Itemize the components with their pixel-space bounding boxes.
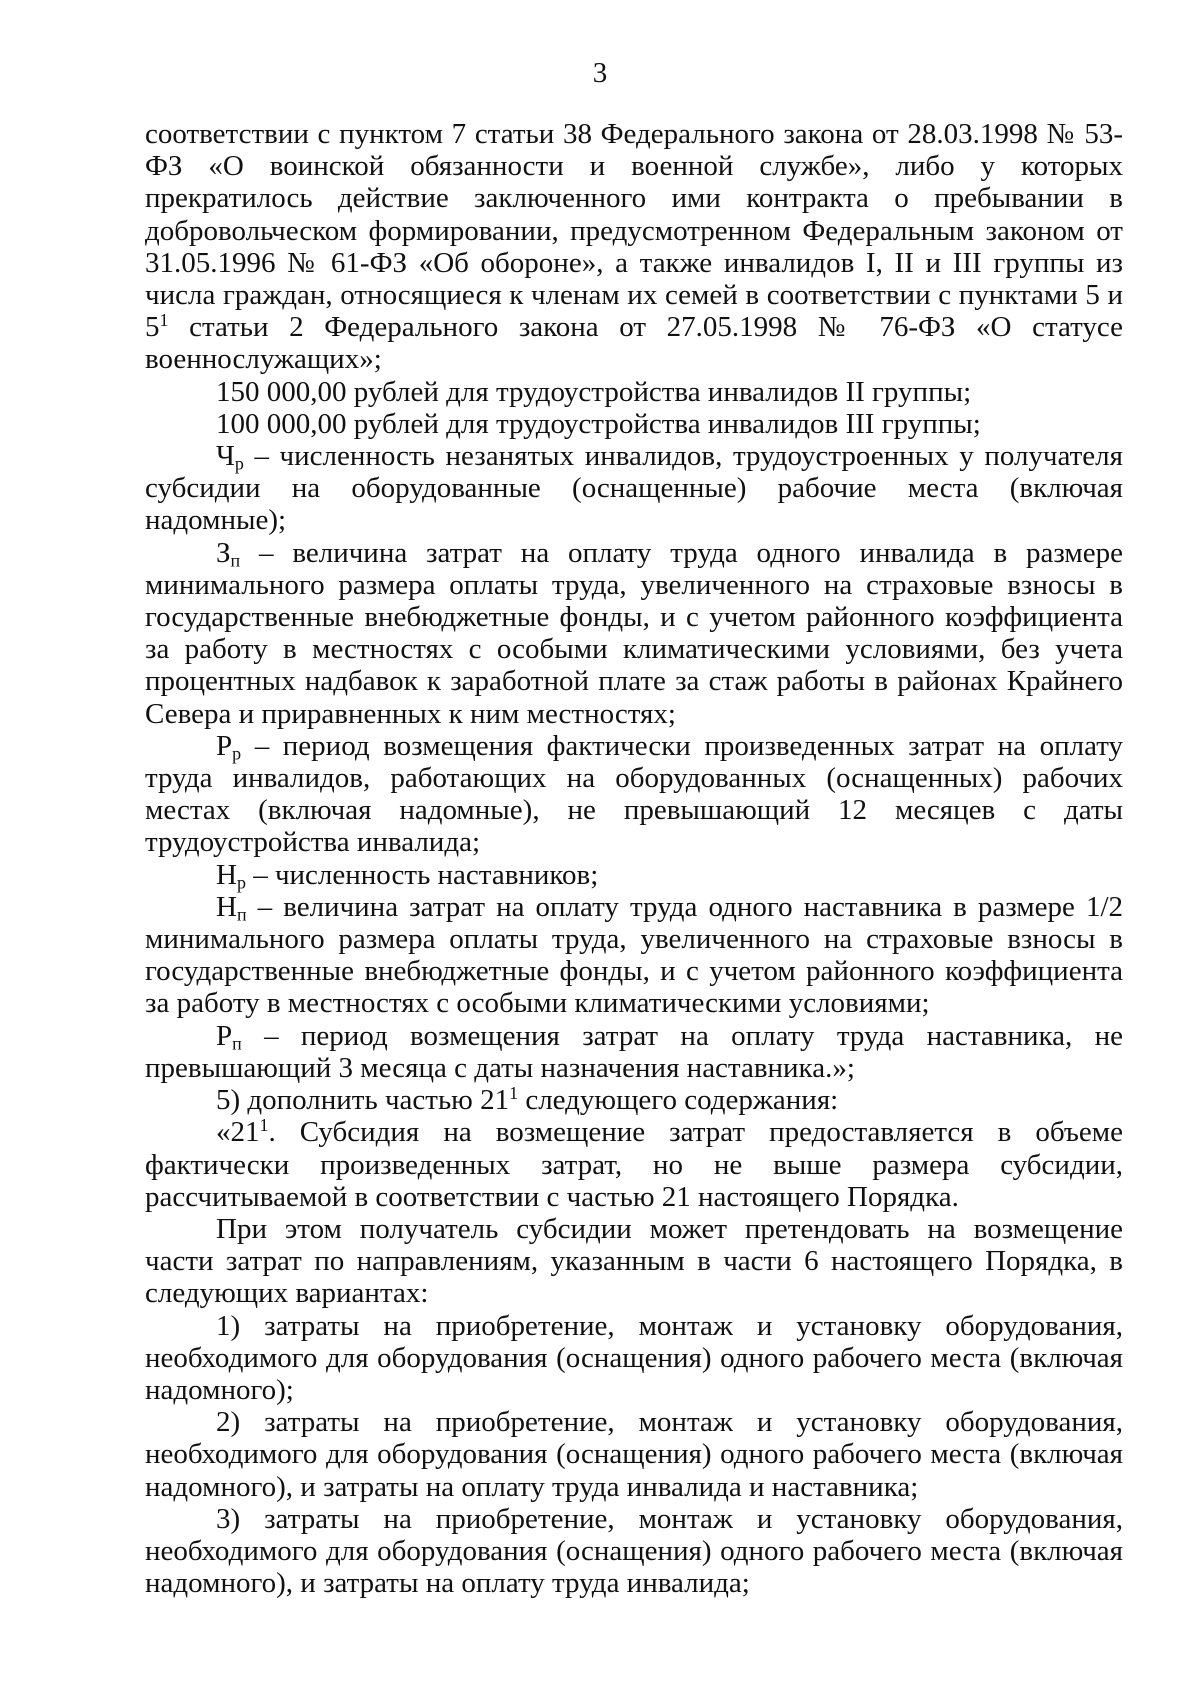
paragraph-def-nr: $Н_р$ – численность наставников; [216,858,599,893]
page-number: 3 [592,57,608,89]
paragraph-continuation: соответствии с пунктом 7 статьи 38 Федерального закона от 28.03.1998 № 53-ФЗ «О воинской обязанности и военной службе», либо у которых прекратилось действие заключенного ими контракта о пребывании в добровольческом формировании, предусмотренном Федеральным законом от 31.05.1996 № 61-ФЗ «Об обороне», а также инвалидов I, II и III группы из числа граждан, относящиеся к членам их семей в соответствии с пунктами 5 и $5^1$ статьи 2 Федерального закона от 27.05.1998 № 76-ФЗ «О статусе военнослужащих»; [145,118,1123,376]
document-body [145,118,1123,1599]
paragraph-def-zp: $З_п$ – величина затрат на оплату труда одного инвалида в размере минимального размера оплаты труда, увеличенного на страховые взносы в государственные внебюджетные фонды, и с учетом районного коэффициента за работу в местностях с особыми климатическими условиями, без учета процентных надбавок к заработной плате за стаж работы в районах Крайнего Севера и приравненных к ним местностях; [145,536,1123,730]
paragraph-def-chr: $Ч_р$ – численность незанятых инвалидов, трудоустроенных у получателя субсидии на оборудованные (оснащенные) рабочие места (включая надомные); [145,440,1123,537]
list-item-variant-2: 2) затраты на приобретение, монтаж и установку оборудования, необходимого для оборудования (оснащения) одного рабочего места (включая надомного), и затраты на оплату труда инвалида и наставника; [145,1406,1123,1503]
paragraph-amount-group-3: 100 000,00 рублей для трудоустройства инвалидов III группы; [216,407,981,440]
paragraph-part-21-1: «$21^1$. Субсидия на возмещение затрат предоставляется в объеме фактически произведенных затрат, но не выше размера субсидии, рассчитываемой в соответствии с частью 21 настоящего Порядка. [145,1115,1123,1213]
paragraph-def-np: $Н_п$ – величина затрат на оплату труда одного наставника в размере 1/2 минимального размера оплаты труда, увеличенного на страховые взносы в государственные внебюджетные фонды, и с учетом районного коэффициента за работу в местностях с особыми климатическими условиями; [145,890,1123,1020]
paragraph-def-rr: $Р_р$ – период возмещения фактически произведенных затрат на оплату труда инвалидов, работающих на оборудованных (оснащенных) рабочих местах (включая надомные), не превышающий 12 месяцев с даты трудоустройства инвалида; [145,729,1123,859]
paragraph-variants-intro: При этом получатель субсидии может претендовать на возмещение части затрат по направлениям, указанным в части 6 настоящего Порядка, в следующих вариантах: [145,1212,1123,1310]
list-item-variant-1: 1) затраты на приобретение, монтаж и установку оборудования, необходимого для оборудования (оснащения) одного рабочего места (включая надомного); [145,1309,1123,1406]
paragraph-amendment-5: 5) дополнить частью $21^1$ следующего содержания: [216,1083,839,1117]
paragraph-def-rp: $Р_п$ – период возмещения затрат на оплату труда наставника, не превышающий 3 месяца с даты назначения наставника.»; [145,1019,1123,1084]
paragraph-amount-group-2: 150 000,00 рублей для трудоустройства инвалидов II группы; [216,375,972,408]
list-item-variant-3: 3) затраты на приобретение, монтаж и установку оборудования, необходимого для оборудования (оснащения) одного рабочего места (включая надомного), и затраты на оплату труда инвалида; [145,1502,1123,1600]
